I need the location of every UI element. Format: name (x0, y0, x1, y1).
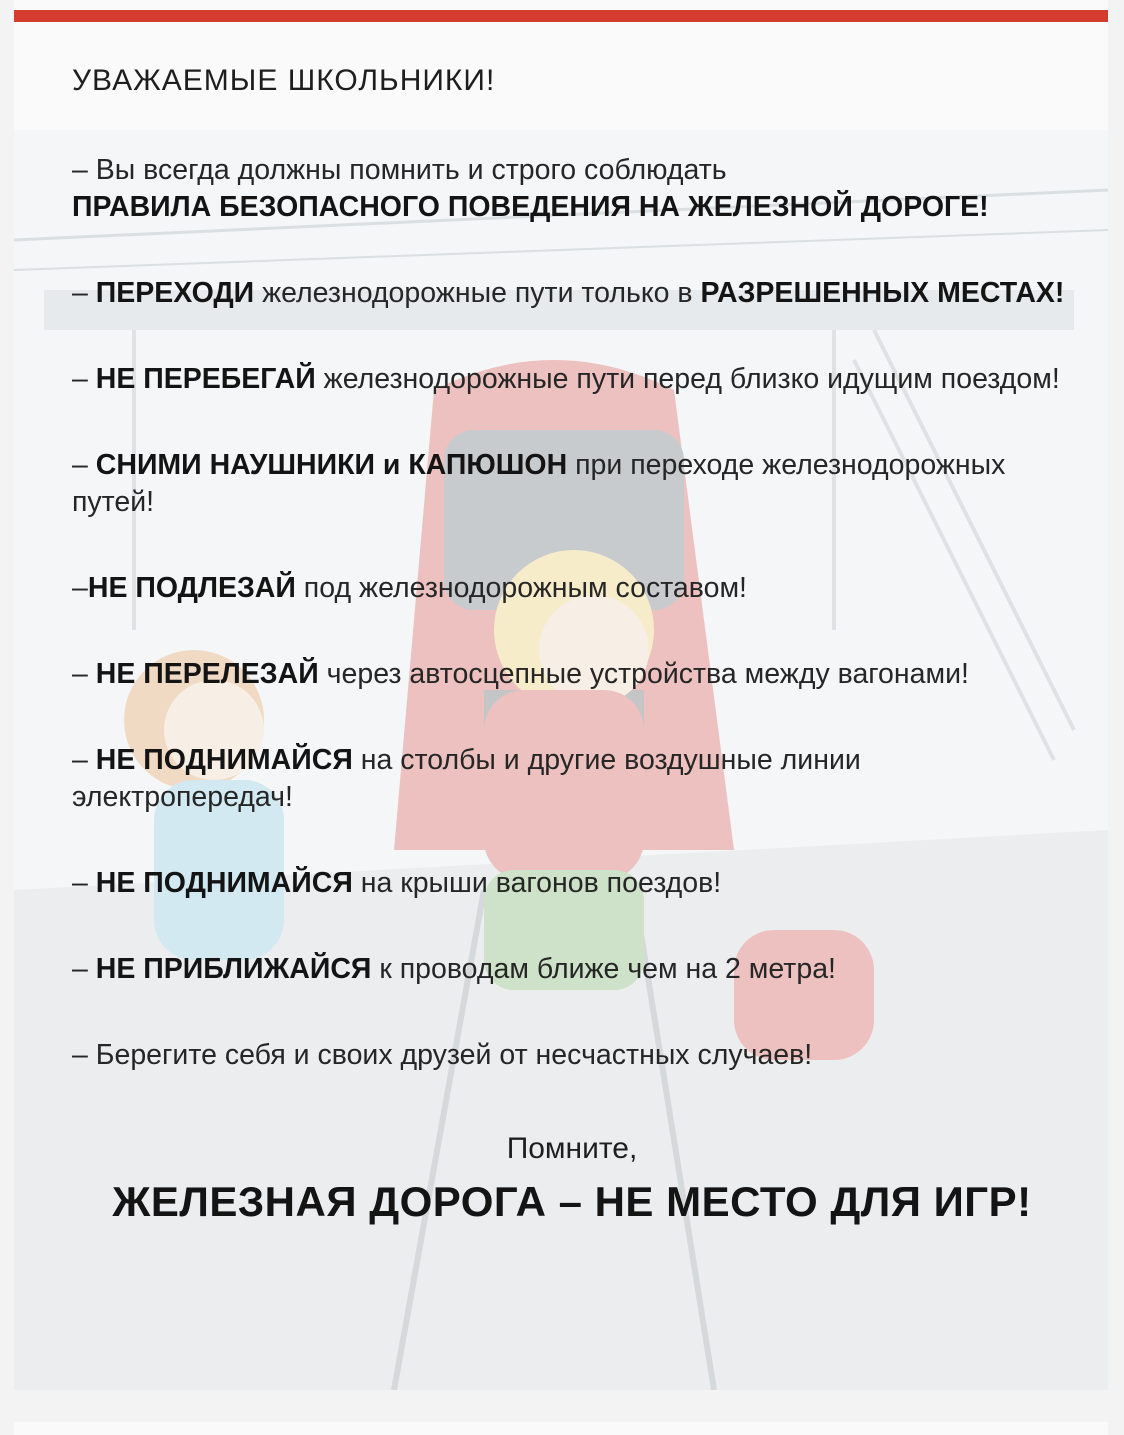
rule-text: на крыши вагонов поездов! (352, 867, 722, 899)
poster (14, 0, 1108, 1390)
rule-item (72, 275, 1082, 312)
rule-text: – (72, 658, 96, 690)
rule-text: через автосцепные устройства между вагонами! (318, 658, 969, 690)
rule-bold-text: СНИМИ НАУШНИКИ и КАПЮШОН (95, 449, 568, 481)
poster-text (72, 60, 1082, 1226)
rule-text: железнодорожные пути перед близко идущим поездом! (315, 363, 1060, 395)
rule-text: – (72, 572, 88, 604)
rule-text: на столбы и другие воздушные линии электропередач! (72, 744, 861, 813)
rule-text: – (72, 953, 96, 985)
rule-bold-text: ПЕРЕХОДИ (95, 277, 255, 309)
rule-bold-text: НЕ ПЕРЕБЕГАЙ (95, 363, 316, 395)
rule-item (72, 361, 1082, 398)
rule-bold-text: РАЗРЕШЕННЫХ МЕСТАХ! (700, 277, 1065, 309)
rule-bold-text: ПРАВИЛА БЕЗОПАСНОГО ПОВЕДЕНИЯ НА ЖЕЛЕЗНОЙ ДОРОГЕ! (72, 191, 989, 223)
rule-item (72, 1037, 1082, 1074)
rule-text: – (72, 744, 96, 776)
rules-list (72, 152, 1082, 1074)
rule-text: – (72, 363, 96, 395)
rule-item (72, 447, 1082, 521)
rule-text: – (72, 277, 96, 309)
rule-item (72, 656, 1082, 693)
slogan: ЖЕЛЕЗНАЯ ДОРОГА – НЕ МЕСТО ДЛЯ ИГР! (112, 1178, 1032, 1225)
rule-bold-text: НЕ ПОДЛЕЗАЙ (87, 572, 296, 604)
rule-text: при переходе железнодорожных путей! (72, 449, 1006, 518)
rule-item (72, 742, 1082, 816)
rule-bold-text: НЕ ПОДНИМАЙСЯ (95, 867, 353, 899)
rule-item (72, 865, 1082, 902)
rule-item (72, 570, 1082, 607)
rule-text: – (72, 867, 96, 899)
next-card-edge (14, 1422, 1108, 1435)
rule-item (72, 152, 1082, 226)
rule-text: к проводам ближе чем на 2 метра! (371, 953, 836, 985)
rule-text: – (72, 449, 96, 481)
rule-text: под железнодорожным составом! (295, 572, 747, 604)
rule-bold-text: НЕ ПЕРЕЛЕЗАЙ (95, 658, 319, 690)
rule-bold-text: НЕ ПОДНИМАЙСЯ (95, 744, 353, 776)
rule-bold-text: НЕ ПРИБЛИЖАЙСЯ (95, 953, 372, 985)
rule-text: – Вы всегда должны помнить и строго соблюдать (72, 154, 727, 186)
accent-bar (14, 10, 1108, 22)
rule-text: железнодорожные пути только в (254, 277, 701, 309)
rule-item (72, 951, 1082, 988)
poster-heading: УВАЖАЕМЫЕ ШКОЛЬНИКИ! (72, 64, 496, 97)
remember-text: Помните, (506, 1132, 638, 1165)
rule-text: – Берегите себя и своих друзей от несчастных случаев! (72, 1039, 813, 1071)
